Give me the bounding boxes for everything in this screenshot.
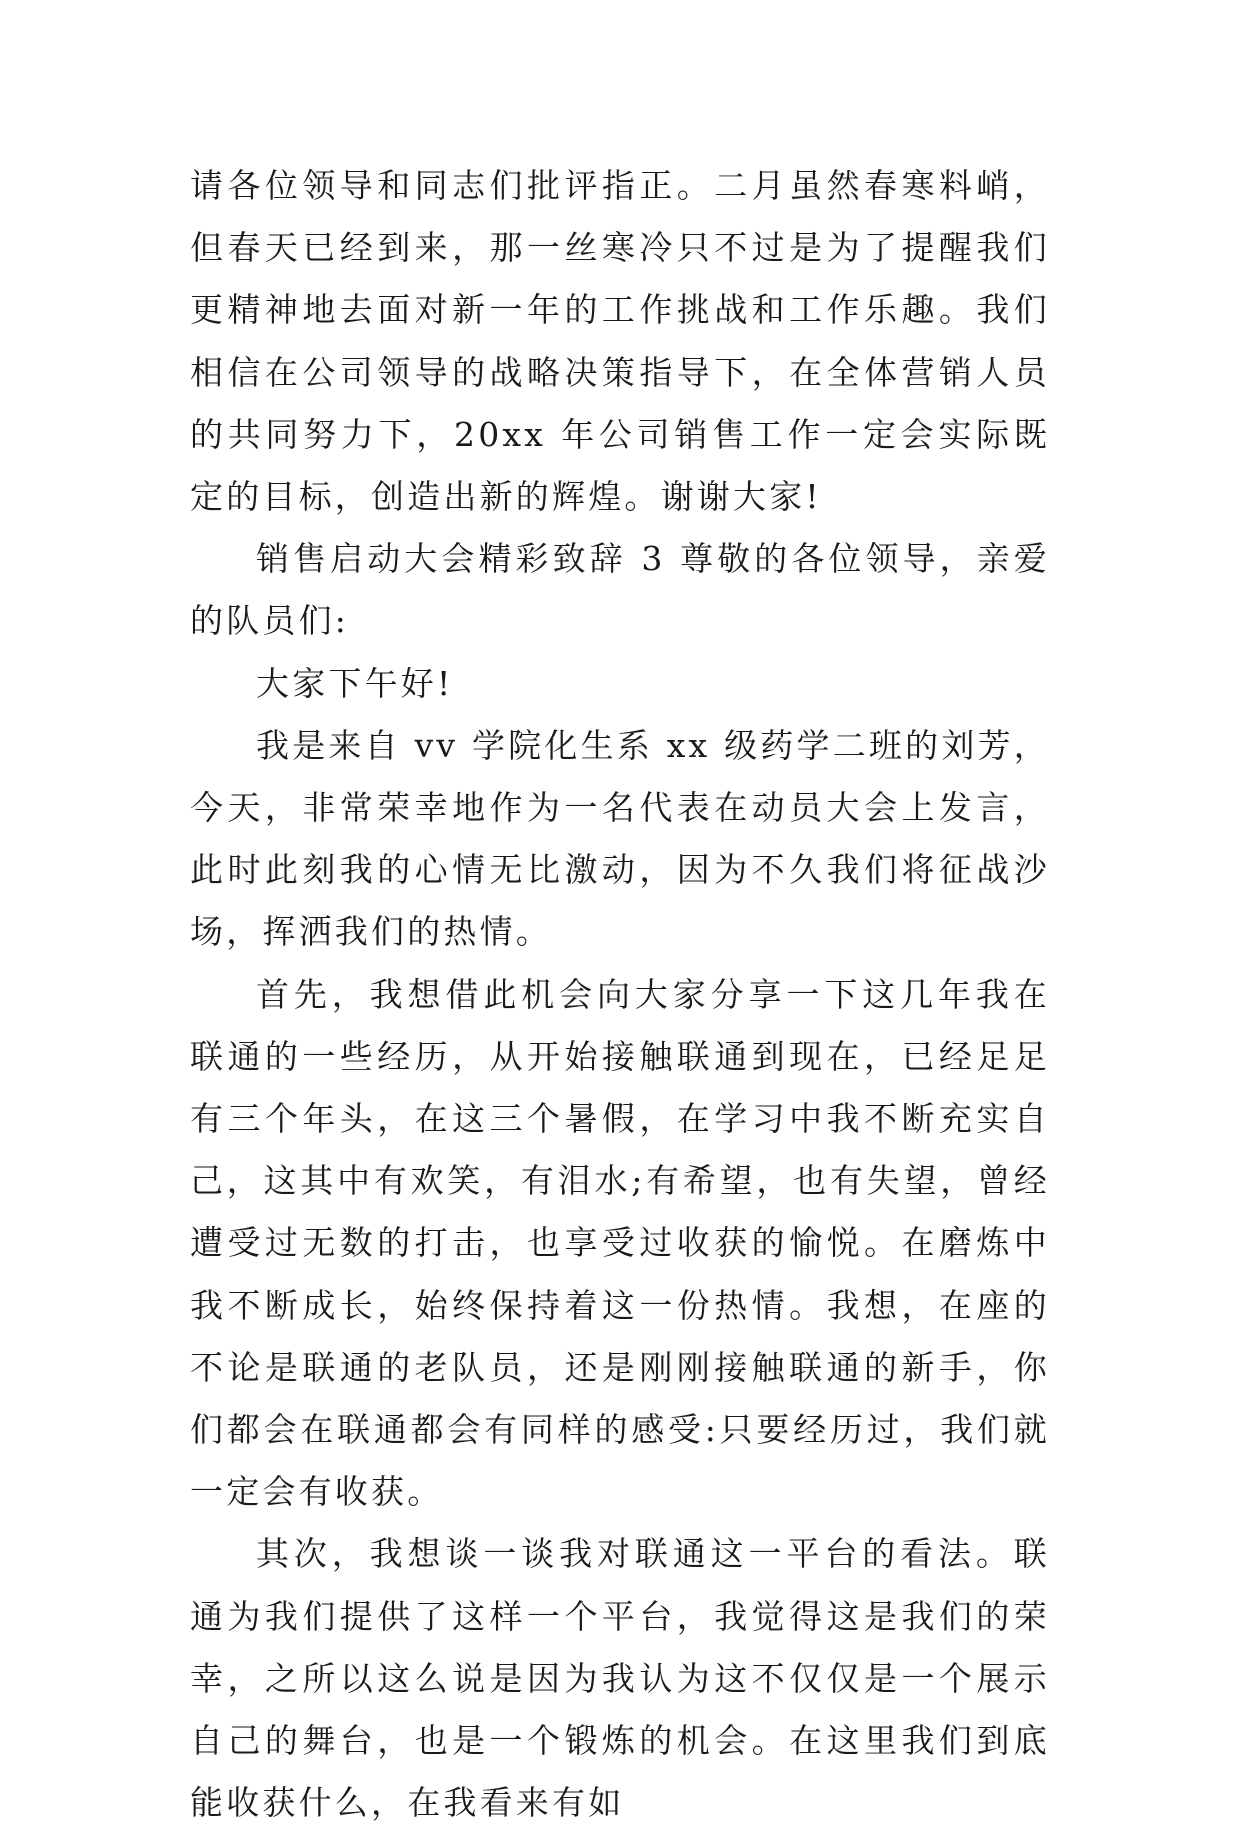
- paragraph-platform-view: 其次，我想谈一谈我对联通这一平台的看法。联通为我们提供了这样一个平台，我觉得这是我们的荣幸，之所以这么说是因为我认为这不仅仅是一个展示自己的舞台，也是一个锻炼的机会。在这里我们到底能收获什么，在我看来有如: [190, 1534, 1050, 1823]
- document-body: [190, 155, 1050, 1834]
- paragraph-closing-remarks: 请各位领导和同志们批评指正。二月虽然春寒料峭，但春天已经到来，那一丝寒冷只不过是为了提醒我们更精神地去面对新一年的工作挑战和工作乐趣。我们相信在公司领导的战略决策指导下，在全体营销人员的共同努力下，20xx 年公司销售工作一定会实际既定的目标，创造出新的辉煌。谢谢大家!: [190, 166, 1050, 517]
- paragraph-speech-title: 销售启动大会精彩致辞 3 尊敬的各位领导，亲爱的队员们:: [190, 539, 1050, 641]
- paragraph-self-introduction: 我是来自 vv 学院化生系 xx 级药学二班的刘芳，今天，非常荣幸地作为一名代表在动员大会上发言，此时此刻我的心情无比激动，因为不久我们将征战沙场，挥洒我们的热情。: [190, 725, 1050, 952]
- paragraph-greeting: 大家下午好!: [256, 663, 454, 703]
- paragraph-experience: 首先，我想借此机会向大家分享一下这几年我在联通的一些经历，从开始接触联通到现在，已经足足有三个年头，在这三个暑假，在学习中我不断充实自己，这其中有欢笑，有泪水;有希望，也有失望，曾经遭受过无数的打击，也享受过收获的愉悦。在磨炼中我不断成长，始终保持着这一份热情。我想，在座的不论是联通的老队员，还是刚刚接触联通的新手，你们都会在联通都会有同样的感受:只要经历过，我们就一定会有收获。: [190, 974, 1050, 1512]
